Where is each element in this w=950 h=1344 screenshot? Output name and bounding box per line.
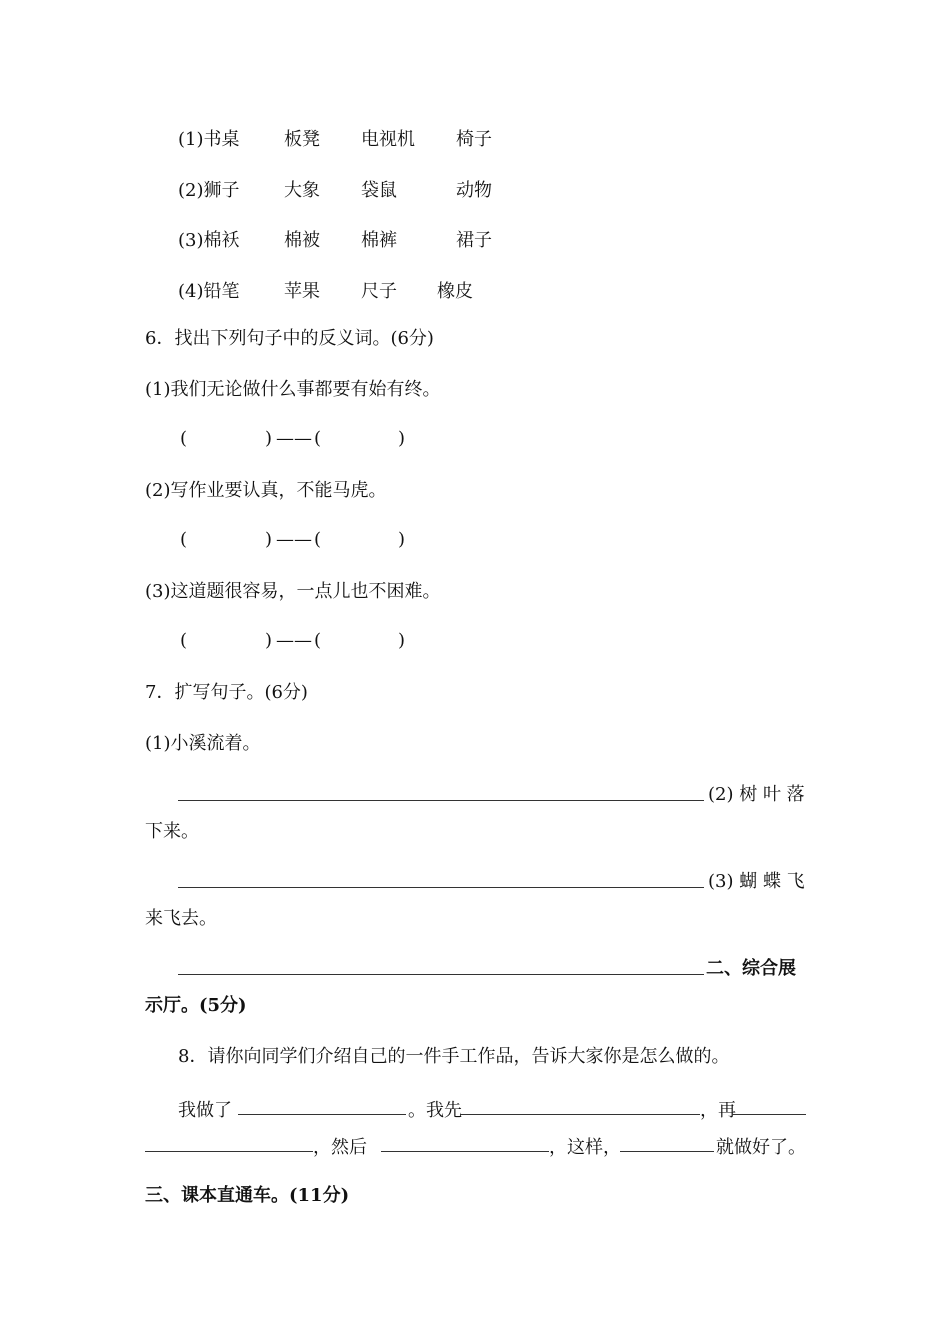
q7-item-1: (1)小溪流着。: [145, 733, 261, 754]
q8-text-5: ，这样，: [549, 1137, 621, 1158]
section2-heading-tail: 示厅。(5分): [145, 995, 247, 1016]
section3-heading: 三、课本直通车。(11分): [145, 1185, 350, 1206]
word-cell: 棉裤: [361, 230, 397, 251]
fill-blank[interactable]: [145, 1151, 313, 1152]
q6-item-3: (3)这道题很容易，一点儿也不困难。: [145, 581, 441, 602]
q8-text-3: ，再: [700, 1100, 736, 1121]
q6-item-1: (1)我们无论做什么事都要有始有终。: [145, 379, 441, 400]
word-cell: (1)书桌: [178, 129, 240, 150]
paren-close: ): [265, 428, 273, 449]
paren-close: ): [398, 630, 406, 651]
answer-line: [178, 800, 704, 801]
q8-text-6: 就做好了。: [716, 1137, 806, 1158]
word-cell: 裙子: [456, 230, 492, 251]
q6-title: 6．找出下列句子中的反义词。(6分): [145, 328, 434, 349]
paren-close: ): [265, 529, 273, 550]
paren-open: (: [314, 630, 322, 651]
q8-title: 8．请你向同学们介绍自己的一件手工作品，告诉大家你是怎么做的。: [178, 1046, 730, 1067]
word-cell: 棉被: [284, 230, 320, 251]
q7-item-3-tail: 来飞去。: [145, 908, 217, 929]
paren-open: (: [180, 529, 188, 550]
paren-close: ): [398, 428, 406, 449]
q7-item-2-tail: 下来。: [145, 821, 199, 842]
word-cell: 袋鼠: [361, 180, 397, 201]
word-cell: 椅子: [456, 129, 492, 150]
paren-open: (: [314, 428, 322, 449]
word-cell: 大象: [284, 180, 320, 201]
q8-text-2: 。我先: [408, 1100, 462, 1121]
word-cell: 橡皮: [437, 281, 473, 302]
dash: ——: [276, 529, 312, 550]
q7-title: 7．扩写句子。(6分): [145, 682, 308, 703]
word-cell: 电视机: [361, 129, 415, 150]
word-cell: (2)狮子: [178, 180, 240, 201]
q8-text-4: ，然后: [313, 1137, 367, 1158]
answer-line: [178, 887, 704, 888]
answer-line: [178, 974, 704, 975]
paren-close: ): [398, 529, 406, 550]
q6-item-2: (2)写作业要认真，不能马虎。: [145, 480, 387, 501]
section2-heading-head: 二、综合展: [706, 958, 796, 979]
word-cell: (4)铅笔: [178, 281, 240, 302]
fill-blank[interactable]: [732, 1114, 806, 1115]
dash: ——: [276, 428, 312, 449]
word-cell: 苹果: [284, 281, 320, 302]
word-cell: (3)棉袄: [178, 230, 240, 251]
paren-close: ): [265, 630, 273, 651]
paren-open: (: [180, 428, 188, 449]
q7-item-2-head: (2) 树 叶 落: [708, 784, 805, 805]
word-cell: 尺子: [361, 281, 397, 302]
fill-blank[interactable]: [238, 1114, 406, 1115]
word-cell: 板凳: [284, 129, 320, 150]
fill-blank[interactable]: [460, 1114, 700, 1115]
paren-open: (: [314, 529, 322, 550]
fill-blank[interactable]: [381, 1151, 549, 1152]
q7-item-3-head: (3) 蝴 蝶 飞: [708, 871, 805, 892]
dash: ——: [276, 630, 312, 651]
q8-text-1: 我做了: [178, 1100, 232, 1121]
fill-blank[interactable]: [620, 1151, 714, 1152]
word-cell: 动物: [456, 180, 492, 201]
paren-open: (: [180, 630, 188, 651]
